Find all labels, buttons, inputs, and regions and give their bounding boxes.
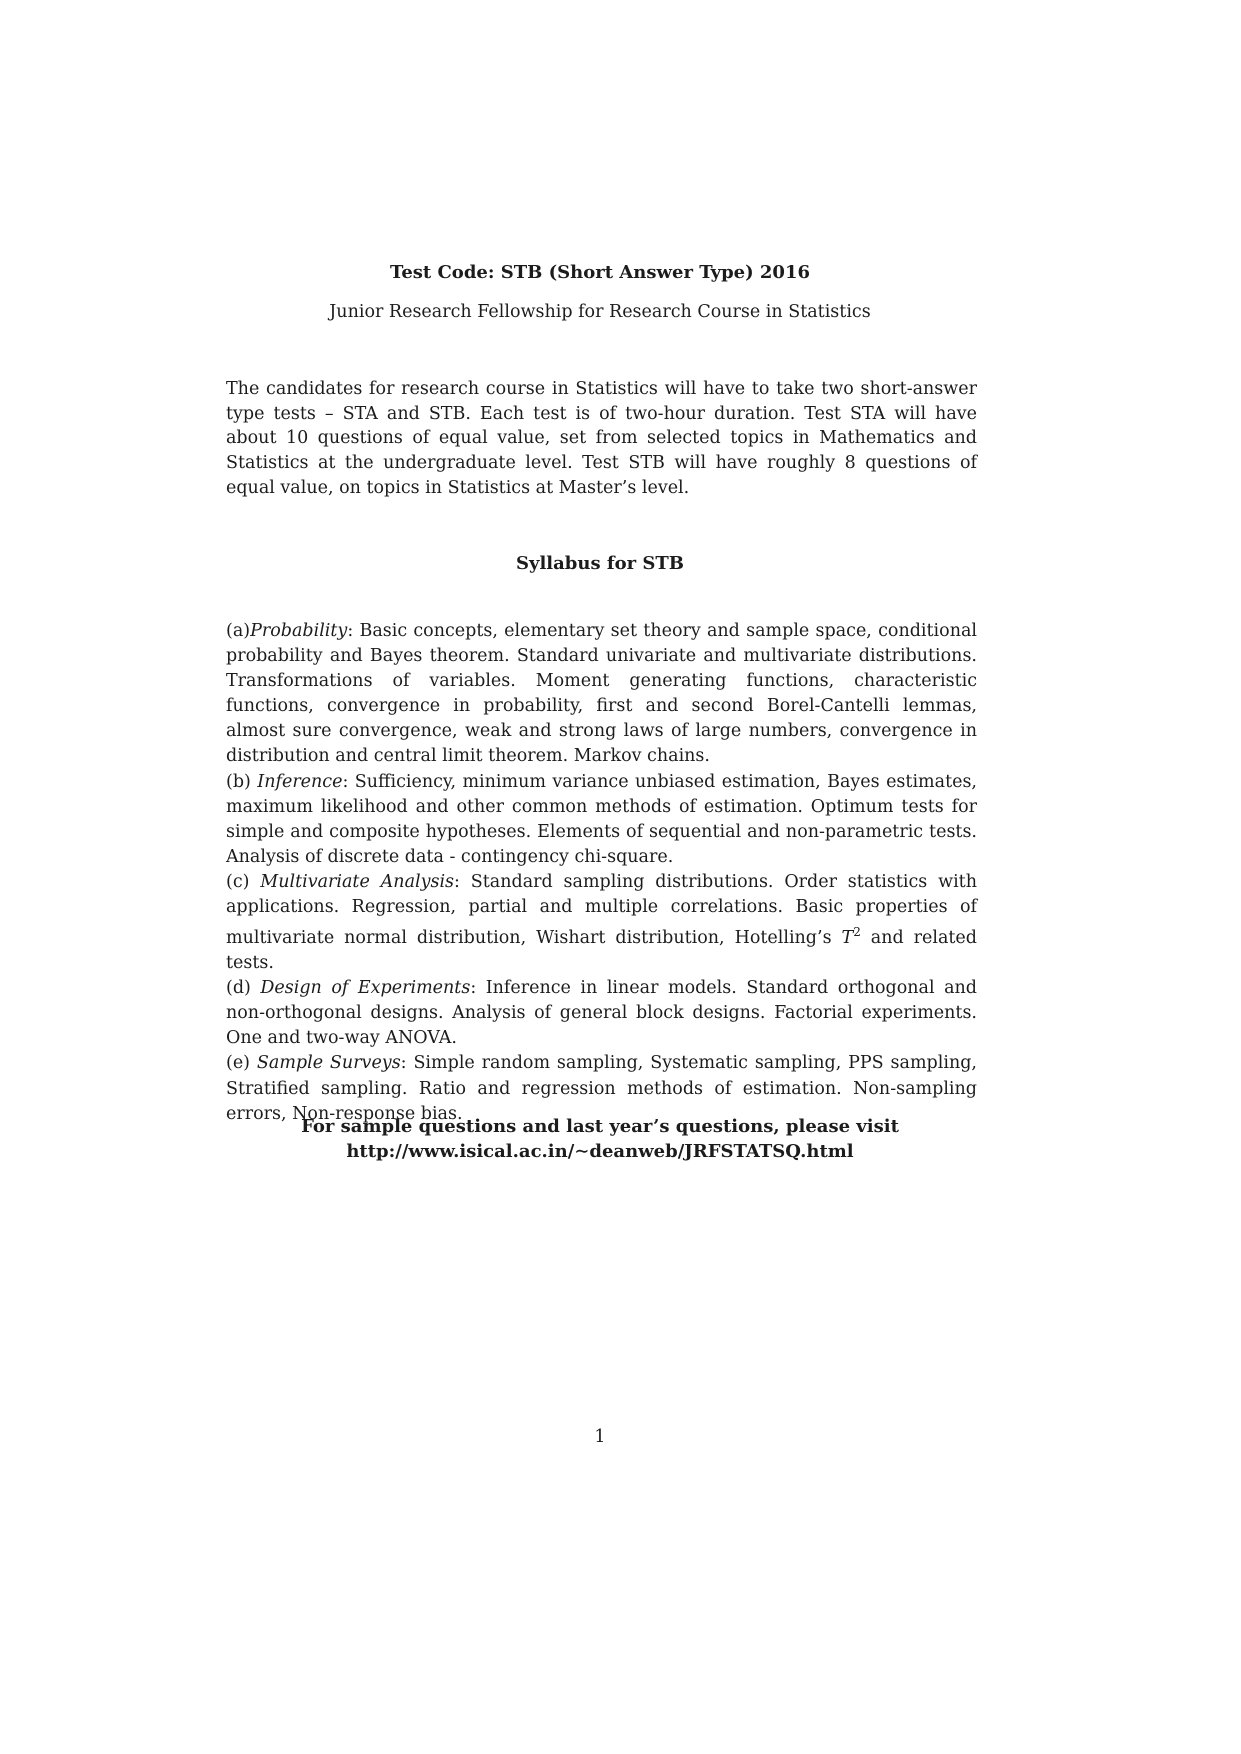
item-label: (d) [226, 978, 261, 999]
syllabus-item-probability [226, 619, 977, 770]
math-symbol: T [841, 927, 854, 948]
syllabus-body [226, 619, 977, 1127]
document-subtitle: Junior Research Fellowship for Research Course in Statistics [329, 302, 871, 322]
item-text-after: and related tests. [226, 927, 977, 974]
item-topic: Inference [257, 771, 343, 792]
item-text: : Standard sampling distributions. Order statistics with applications. Regression, partial and multiple correlations. Basic properties of multivariate normal distribution, Wishart distribution, Hotelling’s [226, 871, 977, 948]
math-superscript: 2 [853, 925, 861, 940]
syllabus-item-inference [226, 770, 977, 870]
item-label: (a) [226, 621, 251, 641]
syllabus-heading: Syllabus for STB [516, 553, 684, 574]
item-label: (b) [226, 771, 258, 792]
intro-paragraph: The candidates for research course in Statistics will have to take two short-answer type tests – STA and STB. Each test is of two-hour duration. Test STA will have about 10 questions of equal value, set from selected topics in Mathematics and Statistics at the undergraduate level. Test STB will have roughly 8 questions of equal value, on topics in Statistics at Master’s level. [226, 379, 977, 498]
item-topic: Multivariate Analysis [260, 871, 455, 892]
document-title: Test Code: STB (Short Answer Type) 2016 [389, 262, 810, 283]
item-text: : Basic concepts, elementary set theory and sample space, conditional probability and Bayes theorem. Standard univariate and multivariate distributions. Transformations of variables. Moment generating functions, characteristic functions, convergence in probability, first and second Borel-Cantelli lemmas, almost sure convergence, weak and strong laws of large numbers, convergence in distribution and central limit theorem. Markov chains. [226, 621, 977, 767]
syllabus-item-multivariate-analysis [226, 870, 977, 976]
page-number: 1 [594, 1427, 606, 1447]
item-label: (e) [226, 1053, 257, 1074]
item-text: : Simple random sampling, Systematic sampling, PPS sampling, Stratified sampling. Ratio and regression methods of estimation. Non-sampling errors, Non-response bias. [226, 1053, 977, 1124]
item-text: : Inference in linear models. Standard orthogonal and non-orthogonal designs. Analysis of general block designs. Factorial experiments. One and two-way ANOVA. [226, 978, 978, 1049]
item-topic: Probability [250, 621, 348, 641]
syllabus-item-design-of-experiments [226, 976, 977, 1051]
item-topic: Design of Experiments [260, 978, 471, 999]
sample-questions-link[interactable]: http://www.isical.ac.in/∼deanweb/JRFSTATSQ.html [346, 1141, 854, 1162]
sample-questions-note [0, 1114, 1200, 1164]
item-text: : Sufficiency, minimum variance unbiased estimation, Bayes estimates, maximum likelihood and other common methods of estimation. Optimum tests for simple and composite hypotheses. Elements of sequential and non-parametric tests. Analysis of discrete data - contingency chi-square. [226, 771, 977, 867]
item-topic: Sample Surveys [256, 1053, 401, 1074]
sample-questions-text: For sample questions and last year’s questions, please visit [301, 1116, 899, 1137]
item-label: (c) [226, 871, 261, 892]
